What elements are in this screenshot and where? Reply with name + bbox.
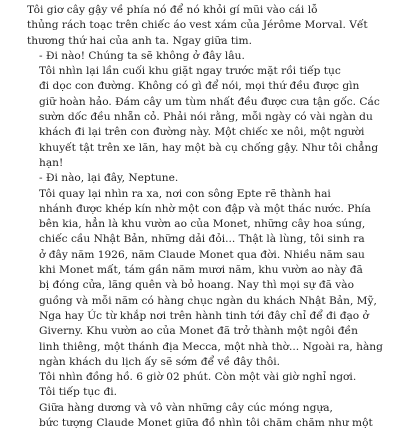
text-line: thương thứ hai của anh ta. Ngay giữa tim. xyxy=(27,34,252,47)
paragraph xyxy=(27,385,373,400)
paragraph xyxy=(27,187,383,371)
text-line: Nga hay Úc từ khắp nơi trên hành tinh tới đây chỉ để đi đạo ở xyxy=(39,309,369,322)
text-line: đi dọc con đường. Không có gì để nói, mọi thứ đều được gìn xyxy=(39,80,360,93)
text-line: - Đi nào, lại đây, Neptune. xyxy=(39,172,179,185)
text-line: Tôi nhìn lại lần cuối khu giặt ngay trước mặt rồi tiếp tục xyxy=(39,65,341,78)
text-line: khi Monet mất, tám gần năm mươi năm, khu vườn ao này đã xyxy=(39,264,363,277)
text-line: Tôi quay lại nhìn ra xa, nơi con sông Epte rẽ thành hai xyxy=(39,187,331,200)
text-line: guồng và mỗi năm có hàng chục ngàn du khách Nhật Bản, Mỹ, xyxy=(39,294,377,307)
text-line: chiếc cầu Nhật Bản, những dải đỏi... Thật là lùng, tôi sinh ra xyxy=(39,233,365,246)
text-line: Giverny. Khu vườn ao của Monet đã trở thành một ngôi đền xyxy=(39,325,358,338)
text-line: bức tượng Claude Monet giữa đồ nhìn tôi chăm chăm như một xyxy=(39,417,373,430)
dialogue-paragraph xyxy=(27,171,373,186)
paragraph xyxy=(27,401,373,431)
text-line: khuyết tật trên xe lăn, hay một bà cụ chống gậy. Như tôi chẳng xyxy=(39,141,379,154)
text-line: ngàn khách du lịch ấy sẽ sớm để về đây thôi. xyxy=(39,355,281,368)
dialogue-paragraph xyxy=(27,49,373,64)
text-line: Giữa hàng dương và vô vàn những cây cúc móng ngựa, xyxy=(39,401,333,414)
text-line: Tôi giơ cây gậy về phía nó để nó khỏi gí mũi vào cái lỗ xyxy=(27,4,318,16)
text-line: bị đóng cửa, lãng quên và bỏ hoang. Nay thì mọi sự đã vào xyxy=(39,279,354,292)
paragraph xyxy=(27,3,373,49)
text-line: giữ hoàn hảo. Đám cây um tùm nhất đều được cưa tận gốc. Các xyxy=(39,95,380,108)
text-line: Tôi nhìn đồng hồ. 6 giờ 02 phút. Còn một vài giờ nghỉ ngơi. xyxy=(39,371,357,384)
text-line: linh thiêng, một thánh địa Mecca, một nhà thờ... Ngoài ra, hàng xyxy=(39,340,383,353)
text-line: bên kia, hẳn là khu vườn ao của Monet, những cây hoa súng, xyxy=(39,218,366,231)
body-text xyxy=(27,3,383,431)
text-line: sườn dốc đều nhẵn cỏ. Phải nói rằng, mỗi ngày có vài ngàn du xyxy=(39,111,373,124)
text-line: ở đây năm 1926, năm Claude Monet qua đời. Nhiều năm sau xyxy=(39,248,365,261)
paragraph xyxy=(27,370,373,385)
text-line: - Đi nào! Chúng ta sẽ không ở đây lâu. xyxy=(39,49,245,62)
text-line: thủng rách toạc trên chiếc áo vest xám của Jérôme Morval. Vết xyxy=(27,19,368,32)
paragraph xyxy=(27,64,380,171)
text-line: Tôi tiếp tục đi. xyxy=(39,386,118,399)
text-line: hạn! xyxy=(39,156,64,169)
text-line: nhánh được khép kín nhờ một con đập và một thác nước. Phía xyxy=(39,202,371,215)
text-line: khách đi lại trên con đường này. Một chiếc xe nôi, một người xyxy=(39,126,365,139)
